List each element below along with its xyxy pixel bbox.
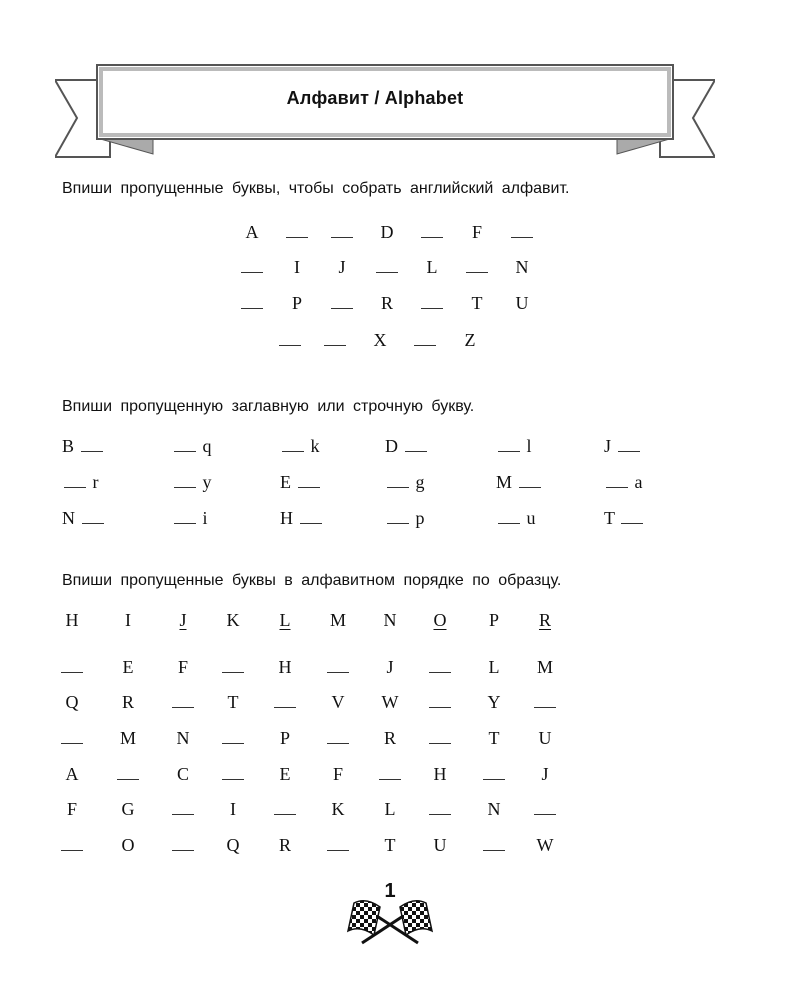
example-letter-cell: J bbox=[179, 610, 187, 630]
letter-cell: E bbox=[279, 764, 291, 784]
letter-cell: U bbox=[538, 728, 552, 748]
letter-cell: Y bbox=[487, 692, 501, 712]
letter-cell: F bbox=[332, 764, 343, 784]
blank-letter-slot[interactable] bbox=[108, 764, 148, 786]
blank-letter-slot[interactable] bbox=[420, 657, 460, 679]
letter-cell: C bbox=[176, 764, 189, 784]
blank-letter-slot[interactable] bbox=[213, 728, 253, 750]
letter-cell: X bbox=[373, 330, 387, 350]
example-letter-cell: P bbox=[488, 610, 499, 630]
blank-letter-slot[interactable] bbox=[318, 728, 358, 750]
letter-cell: E bbox=[122, 657, 134, 677]
letter-pair-cell[interactable]: E bbox=[280, 472, 370, 494]
blank-letter-slot[interactable] bbox=[525, 692, 565, 714]
letter-cell: N bbox=[176, 728, 190, 748]
title-ribbon-banner bbox=[55, 62, 715, 172]
blank-letter-slot[interactable] bbox=[420, 692, 460, 714]
blank-letter-slot[interactable] bbox=[420, 728, 460, 750]
letter-cell: R bbox=[121, 692, 134, 712]
letter-cell: F bbox=[66, 799, 77, 819]
letter-cell: R bbox=[383, 728, 396, 748]
letter-cell: W bbox=[381, 692, 399, 712]
example-letter-cell: I bbox=[125, 610, 131, 630]
example-letter-cell: O bbox=[433, 610, 447, 630]
letter-cell: V bbox=[331, 692, 345, 712]
blank-letter-slot[interactable] bbox=[322, 222, 362, 244]
letter-pair-cell[interactable]: g bbox=[385, 472, 475, 494]
letter-cell: N bbox=[515, 257, 529, 277]
blank-letter-slot[interactable] bbox=[270, 330, 310, 352]
letter-cell: K bbox=[331, 799, 345, 819]
letter-cell: T bbox=[227, 692, 239, 712]
letter-cell: G bbox=[121, 799, 135, 819]
letter-cell: M bbox=[536, 657, 553, 677]
letter-pair-cell[interactable]: u bbox=[496, 508, 586, 530]
letter-cell: U bbox=[515, 293, 529, 313]
letter-pair-cell[interactable]: B bbox=[62, 436, 152, 458]
letter-pair-cell[interactable]: k bbox=[280, 436, 370, 458]
blank-letter-slot[interactable] bbox=[52, 728, 92, 750]
blank-letter-slot[interactable] bbox=[318, 835, 358, 857]
letter-cell: D bbox=[380, 222, 394, 242]
blank-letter-slot[interactable] bbox=[232, 293, 272, 315]
letter-pair-cell[interactable]: p bbox=[385, 508, 475, 530]
letter-cell: Z bbox=[464, 330, 476, 350]
letter-cell: I bbox=[294, 257, 300, 277]
letter-cell: A bbox=[245, 222, 259, 242]
letter-pair-cell[interactable]: r bbox=[62, 472, 152, 494]
letter-cell: I bbox=[230, 799, 236, 819]
blank-letter-slot[interactable] bbox=[232, 257, 272, 279]
letter-cell: T bbox=[384, 835, 396, 855]
letter-pair-cell[interactable]: q bbox=[172, 436, 262, 458]
blank-letter-slot[interactable] bbox=[163, 799, 203, 821]
letter-pair-cell[interactable]: H bbox=[280, 508, 370, 530]
exercise3-instruction: Впиши пропущенные буквы в алфавитном порядке по образцу. bbox=[62, 572, 562, 589]
example-letter-cell: L bbox=[279, 610, 291, 630]
exercise1-instruction: Впиши пропущенные буквы, чтобы собрать английский алфавит. bbox=[62, 180, 570, 197]
example-letter-cell: N bbox=[383, 610, 397, 630]
letter-cell: R bbox=[380, 293, 393, 313]
letter-pair-cell[interactable]: i bbox=[172, 508, 262, 530]
blank-letter-slot[interactable] bbox=[213, 657, 253, 679]
blank-letter-slot[interactable] bbox=[213, 764, 253, 786]
page-title: Алфавит / Alphabet bbox=[286, 88, 464, 108]
letter-pair-cell[interactable]: M bbox=[496, 472, 586, 494]
letter-cell: L bbox=[426, 257, 438, 277]
letter-cell: P bbox=[291, 293, 302, 313]
letter-cell: F bbox=[177, 657, 188, 677]
letter-cell: Q bbox=[65, 692, 79, 712]
letter-cell: L bbox=[384, 799, 396, 819]
blank-letter-slot[interactable] bbox=[412, 293, 452, 315]
letter-cell: P bbox=[279, 728, 290, 748]
blank-letter-slot[interactable] bbox=[315, 330, 355, 352]
letter-pair-cell[interactable]: J bbox=[604, 436, 694, 458]
letter-cell: H bbox=[278, 657, 292, 677]
letter-cell: T bbox=[471, 293, 483, 313]
blank-letter-slot[interactable] bbox=[322, 293, 362, 315]
letter-cell: F bbox=[471, 222, 482, 242]
letter-pair-cell[interactable]: N bbox=[62, 508, 152, 530]
blank-letter-slot[interactable] bbox=[277, 222, 317, 244]
blank-letter-slot[interactable] bbox=[163, 835, 203, 857]
letter-cell: U bbox=[433, 835, 447, 855]
letter-cell: J bbox=[541, 764, 549, 784]
exercise2-instruction: Впиши пропущенную заглавную или строчную букву. bbox=[62, 398, 475, 415]
example-letter-cell: M bbox=[329, 610, 346, 630]
example-letter-cell: R bbox=[538, 610, 551, 630]
letter-pair-cell[interactable]: T bbox=[604, 508, 694, 530]
checkered-flags-icon bbox=[340, 895, 440, 950]
blank-letter-slot[interactable] bbox=[412, 222, 452, 244]
letter-cell: H bbox=[433, 764, 447, 784]
example-letter-cell: K bbox=[226, 610, 240, 630]
letter-cell: J bbox=[386, 657, 394, 677]
letter-cell: T bbox=[488, 728, 500, 748]
letter-pair-cell[interactable]: a bbox=[604, 472, 694, 494]
letter-pair-cell[interactable]: l bbox=[496, 436, 586, 458]
blank-letter-slot[interactable] bbox=[457, 257, 497, 279]
blank-letter-slot[interactable] bbox=[474, 835, 514, 857]
letter-cell: M bbox=[119, 728, 136, 748]
example-letter-cell: H bbox=[65, 610, 79, 630]
blank-letter-slot[interactable] bbox=[405, 330, 445, 352]
blank-letter-slot[interactable] bbox=[367, 257, 407, 279]
blank-letter-slot[interactable] bbox=[420, 799, 460, 821]
blank-letter-slot[interactable] bbox=[52, 657, 92, 679]
letter-pair-cell[interactable]: y bbox=[172, 472, 262, 494]
blank-letter-slot[interactable] bbox=[52, 835, 92, 857]
blank-letter-slot[interactable] bbox=[265, 692, 305, 714]
letter-cell: A bbox=[65, 764, 79, 784]
letter-cell: J bbox=[338, 257, 346, 277]
letter-cell: W bbox=[536, 835, 554, 855]
blank-letter-slot[interactable] bbox=[265, 799, 305, 821]
blank-letter-slot[interactable] bbox=[525, 799, 565, 821]
letter-cell: Q bbox=[226, 835, 240, 855]
letter-cell: L bbox=[488, 657, 500, 677]
letter-cell: N bbox=[487, 799, 501, 819]
blank-letter-slot[interactable] bbox=[163, 692, 203, 714]
letter-cell: O bbox=[121, 835, 135, 855]
blank-letter-slot[interactable] bbox=[502, 222, 542, 244]
blank-letter-slot[interactable] bbox=[474, 764, 514, 786]
letter-cell: R bbox=[278, 835, 291, 855]
letter-pair-cell[interactable]: D bbox=[385, 436, 475, 458]
page-number: 1 bbox=[384, 880, 396, 902]
blank-letter-slot[interactable] bbox=[370, 764, 410, 786]
blank-letter-slot[interactable] bbox=[318, 657, 358, 679]
